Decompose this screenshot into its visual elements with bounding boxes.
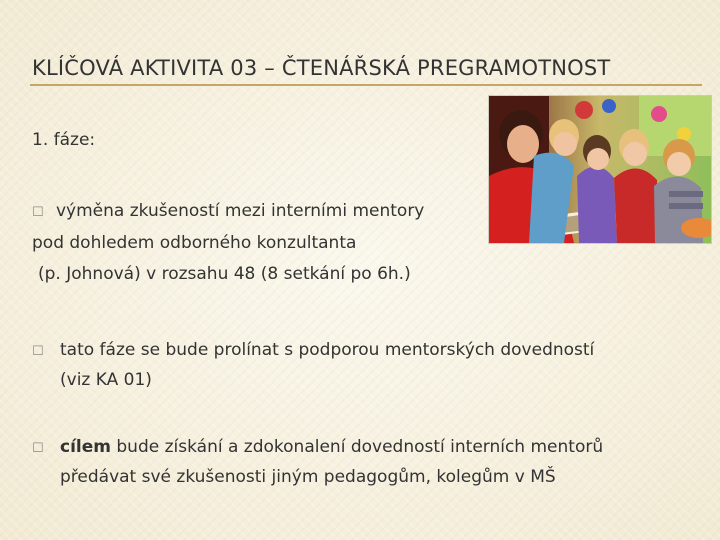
checkbox-bullet-icon: ☐: [32, 441, 44, 456]
title-divider: [30, 84, 702, 86]
phase-label: 1. fáze:: [32, 130, 96, 150]
bullet-item-exchange: [32, 196, 482, 290]
bullet-line: pod dohledem odborného konzultanta: [32, 233, 357, 253]
bullet-text: bude získání a zdokonalení dovedností interních mentorů: [110, 437, 604, 457]
bullet-line: [60, 432, 692, 462]
bullet-item-goal: [32, 432, 692, 492]
slide-title: KLÍČOVÁ AKTIVITA 03 – ČTENÁŘSKÁ PREGRAMOTNOST: [32, 56, 611, 80]
bullet-text: (viz KA 01): [60, 370, 152, 390]
bullet-text: výměna zkušeností mezi interními mentory: [56, 201, 425, 221]
bullet-text: předávat své zkušenosti jiným pedagogům, kolegům v MŠ: [60, 467, 556, 487]
bullet-line: (p. Johnová) v rozsahu 48 (8 setkání po 6h.): [38, 264, 411, 284]
bullet-item-mentoring: [32, 335, 692, 395]
bullet-line: [32, 196, 482, 228]
goal-keyword: cílem: [60, 437, 111, 457]
checkbox-bullet-icon: ☐: [32, 344, 44, 359]
children-reading-photo: [489, 96, 711, 243]
bullet-text: tato fáze se bude prolínat s podporou mentorských dovedností: [60, 340, 595, 360]
checkbox-bullet-icon: ☐: [32, 205, 44, 220]
